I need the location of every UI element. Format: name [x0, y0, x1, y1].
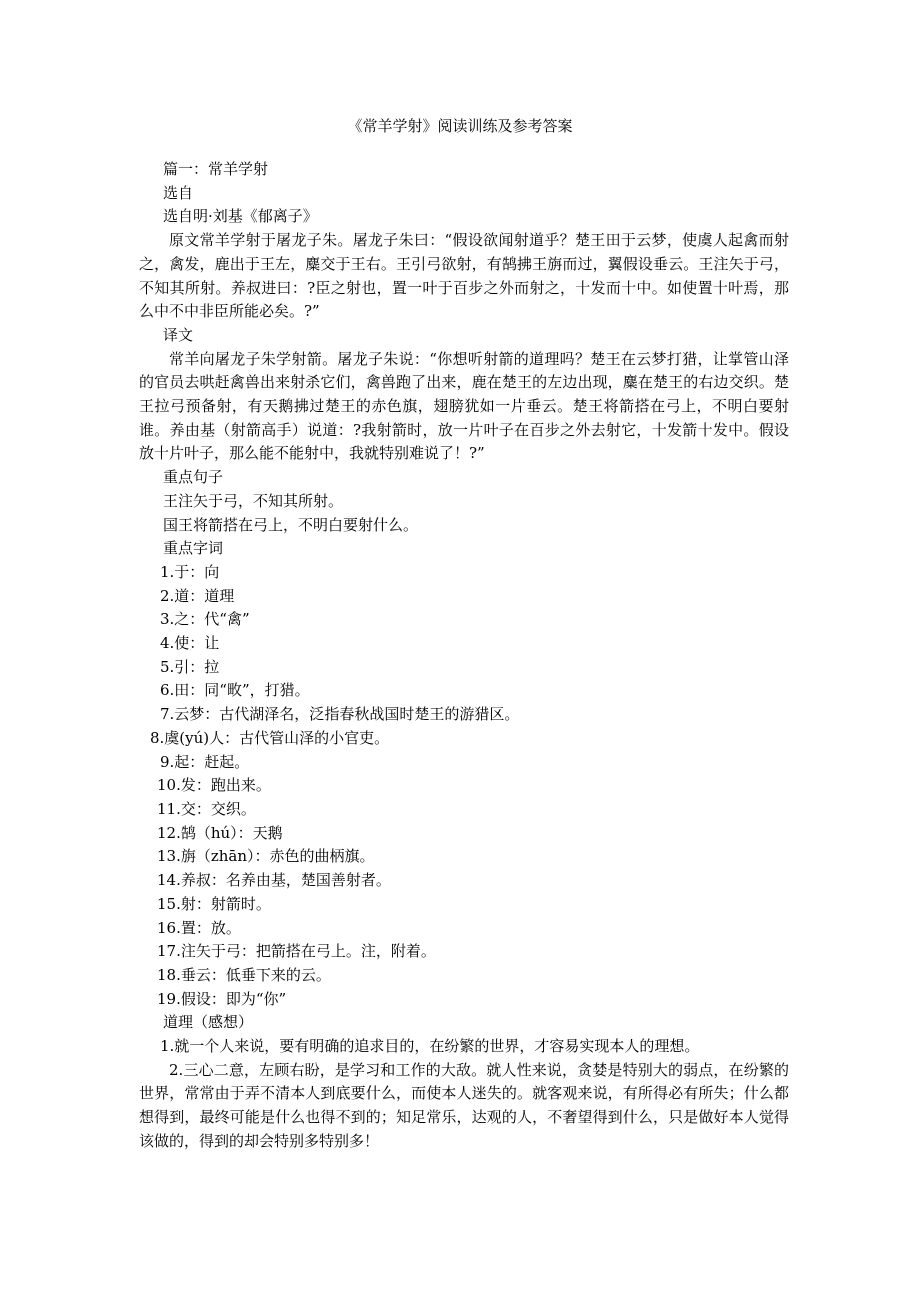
vocab-item: 3.之：代“禽”: [160, 610, 250, 629]
vocab-item: 18.垂云：低垂下来的云。: [157, 965, 331, 984]
translation-paragraph: 常羊向屠龙子朱学射箭。屠龙子朱说：“你想听射箭的道理吗？楚王在云梦打猎，让掌管山泽的官员去哄赶禽兽出来射杀它们，禽兽跑了出来，鹿在楚王的左边出现，麋在楚王的右边交织。楚王拉弓预备射，有天鹅拂过楚王的赤色旗，翅膀犹如一片垂云。楚王将箭搭在弓上，不明白要射谁。养由基（射箭高手）说道：?我射箭时，放一片叶子在百步之外去射它，十发箭十发中。假设放十片叶子，那么能不能射中，我就特别难说了！?”: [139, 349, 789, 463]
vocab-item: 4.使：让: [160, 634, 220, 653]
translation-label: 译文: [163, 325, 194, 344]
vocab-item: 16.置：放。: [157, 918, 241, 937]
lesson-label: 道理（感想）: [163, 1013, 254, 1032]
document-body: [139, 158, 789, 1154]
vocab-item: 12.鹄（hú）：天鹅: [157, 823, 283, 842]
original-text-paragraph: 原文常羊学射于屠龙子朱。屠龙子朱曰：“假设欲闻射道乎？楚王田于云梦，使虞人起禽而射之，禽发，鹿出于王左，麋交于王右。王引弓欲射，有鹄拂王旃而过，翼假设垂云。王注矢于弓，不知其所射。养叔进曰：?臣之射也，置一叶于百步之外而射之，十发而十中。如使置十叶焉，那么中不中非臣所能必矣。?”: [139, 231, 789, 321]
key-sentence-label: 重点句子: [163, 468, 224, 487]
vocab-item: 9.起：赶起。: [160, 752, 250, 771]
source-line: 选自明·刘基《郁离子》: [163, 207, 318, 226]
vocab-item: 5.引：拉: [160, 657, 220, 676]
source-label: 选自: [163, 183, 194, 202]
vocab-item: 7.云梦：古代湖泽名，泛指春秋战国时楚王的游猎区。: [160, 705, 520, 724]
chapter-heading: 篇一：常羊学射: [163, 160, 269, 178]
lesson-item: 2.三心二意，左顾右盼，是学习和工作的大敌。就人性来说，贪婪是特别大的弱点，在纷繁的世界，常常由于弄不清本人到底要什么，而使本人迷失的。就客观来说，有所得必有所失；什么都想得到，最终可能是什么也得不到的；知足常乐，达观的人，不奢望得到什么，只是做好本人觉得该做的，得到的却会特别多特别多！: [139, 1060, 789, 1150]
vocab-item: 13.旃（zhān）：赤色的曲柄旗。: [157, 847, 375, 866]
key-sentence-modern: 国王将箭搭在弓上，不明白要射什么。: [163, 515, 419, 534]
vocab-item: 11.交：交织。: [157, 799, 256, 818]
vocab-item: 2.道：道理: [160, 586, 235, 605]
vocab-item: 14.养叔：名养由基，楚国善射者。: [157, 871, 391, 890]
page-title: 《常羊学射》阅读训练及参考答案: [347, 117, 573, 135]
vocab-item: 15.射：射箭时。: [157, 894, 271, 913]
lesson-item: 1.就一个人来说，要有明确的追求目的，在纷繁的世界，才容易实现本人的理想。: [160, 1037, 700, 1056]
vocab-item: 10.发：跑出来。: [157, 776, 271, 795]
vocab-item: 6.田：同“畋”，打猎。: [160, 681, 310, 700]
vocab-item: 8.虞(yú)人：古代管山泽的小官吏。: [150, 728, 390, 747]
vocab-item: 19.假设：即为“你”: [157, 989, 287, 1008]
key-sentence-original: 王注矢于弓，不知其所射。: [163, 491, 344, 510]
key-words-label: 重点字词: [163, 539, 224, 558]
vocab-item: 1.于：向: [160, 562, 220, 581]
vocab-item: 17.注矢于弓：把箭搭在弓上。注，附着。: [157, 942, 436, 961]
